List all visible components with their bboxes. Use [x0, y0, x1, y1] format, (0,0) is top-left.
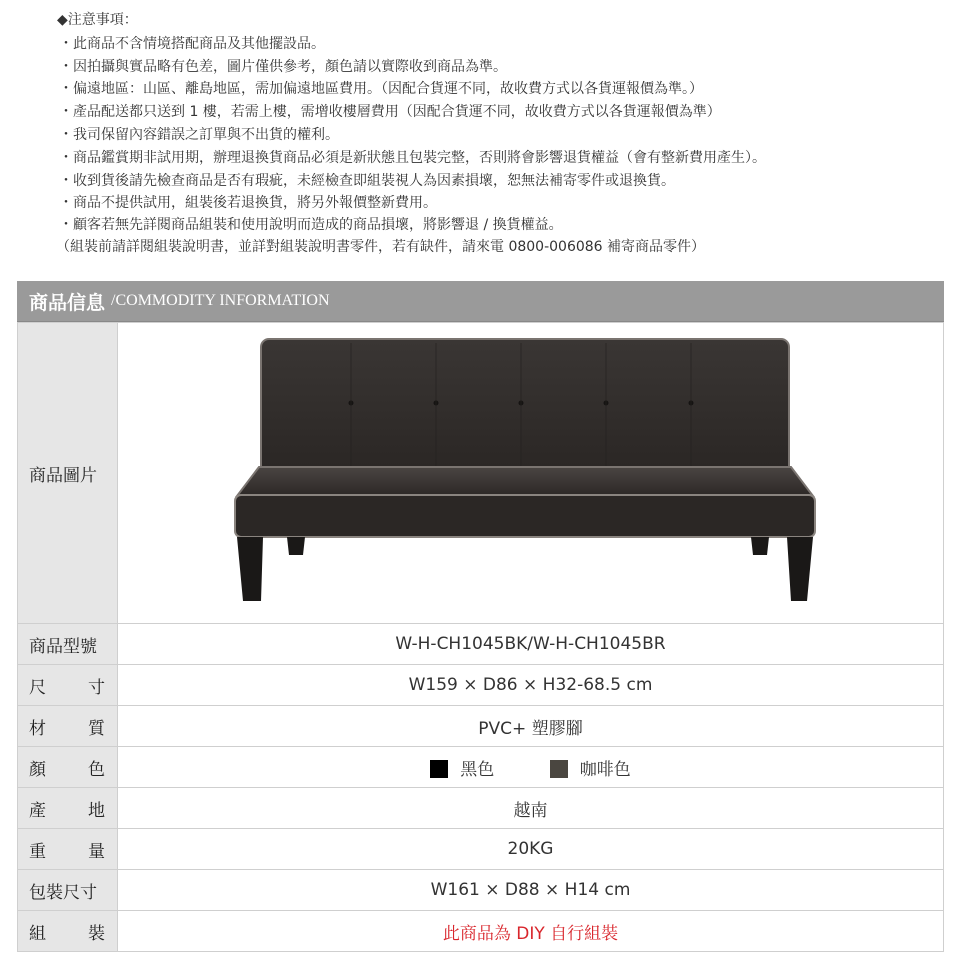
package-label: 包裝尺寸: [18, 870, 118, 911]
commodity-info-header: [17, 281, 944, 322]
package-value: W161 × D88 × H14 cm: [118, 870, 944, 911]
color-value: [118, 747, 944, 788]
color-option-brown: 咖啡色: [550, 755, 631, 780]
notice-title: ◆注意事項：: [57, 12, 138, 28]
image-label: 商品圖片: [18, 323, 118, 624]
notice-item: ・產品配送都只送到 1 樓，若需上樓，需增收樓層費用（因配合貨運不同，故收費方式以各貨運報價為準）: [59, 104, 721, 120]
notice-item: ・顧客若無先詳閱商品組裝和使用說明而造成的商品損壞，將影響退 / 換貨權益。: [59, 217, 563, 233]
model-label: 商品型號: [18, 624, 118, 665]
spec-row-material: [18, 706, 944, 747]
material-value: PVC+ 塑膠腳: [118, 706, 944, 747]
size-value: W159 × D86 × H32-68.5 cm: [118, 665, 944, 706]
material-label: 材 質: [18, 706, 118, 747]
color-option-black: 黑色: [430, 755, 494, 780]
color-swatch-black: [430, 760, 448, 778]
notice-item: ・收到貨後請先檢查商品是否有瑕疵，未經檢查即組裝視人為因素損壞，恕無法補寄零件或退換貨。: [59, 173, 675, 189]
assembly-value: 此商品為 DIY 自行組裝: [118, 911, 944, 952]
origin-label: 產 地: [18, 788, 118, 829]
weight-label: 重 量: [18, 829, 118, 870]
spec-row-model: [18, 624, 944, 665]
sofa-image: [231, 333, 831, 613]
commodity-info-section: [17, 281, 944, 952]
header-title-en: /COMMODITY INFORMATION: [111, 292, 330, 309]
spec-table: [17, 322, 944, 952]
spec-row-size: [18, 665, 944, 706]
assembly-label: 組 裝: [18, 911, 118, 952]
size-label: 尺 寸: [18, 665, 118, 706]
notice-item: ・我司保留內容錯誤之訂單與不出貨的權利。: [59, 127, 339, 143]
spec-row-assembly: [18, 911, 944, 952]
product-image-cell: [118, 323, 944, 624]
weight-value: 20KG: [118, 829, 944, 870]
spec-row-image: [18, 323, 944, 624]
spec-row-weight: [18, 829, 944, 870]
spec-row-package: [18, 870, 944, 911]
header-title-zh: 商品信息: [29, 291, 106, 314]
spec-row-origin: [18, 788, 944, 829]
color-swatch-brown: [550, 760, 568, 778]
notice-item: ・此商品不含情境搭配商品及其他擺設品。: [59, 36, 325, 52]
notice-footer: （組裝前請詳閱組裝說明書，並詳對組裝說明書零件，若有缺件，請來電 0800-006086 補寄商品零件）: [56, 239, 706, 255]
model-value: W-H-CH1045BK/W-H-CH1045BR: [118, 624, 944, 665]
origin-value: 越南: [118, 788, 944, 829]
notice-item: ・偏遠地區：山區、離島地區，需加偏遠地區費用。（因配合貨運不同，故收費方式以各貨運報價為準。）: [59, 81, 703, 97]
notice-item: ・商品鑑賞期非試用期，辦理退換貨商品必須是新狀態且包裝完整，否則將會影響退貨權益（會有整新費用產生）。: [59, 150, 766, 166]
notice-item: ・因拍攝與實品略有色差，圖片僅供參考，顏色請以實際收到商品為準。: [59, 59, 507, 75]
notice-item: ・商品不提供試用，組裝後若退換貨，將另外報價整新費用。: [59, 195, 437, 211]
spec-row-color: [18, 747, 944, 788]
color-label: 顏 色: [18, 747, 118, 788]
